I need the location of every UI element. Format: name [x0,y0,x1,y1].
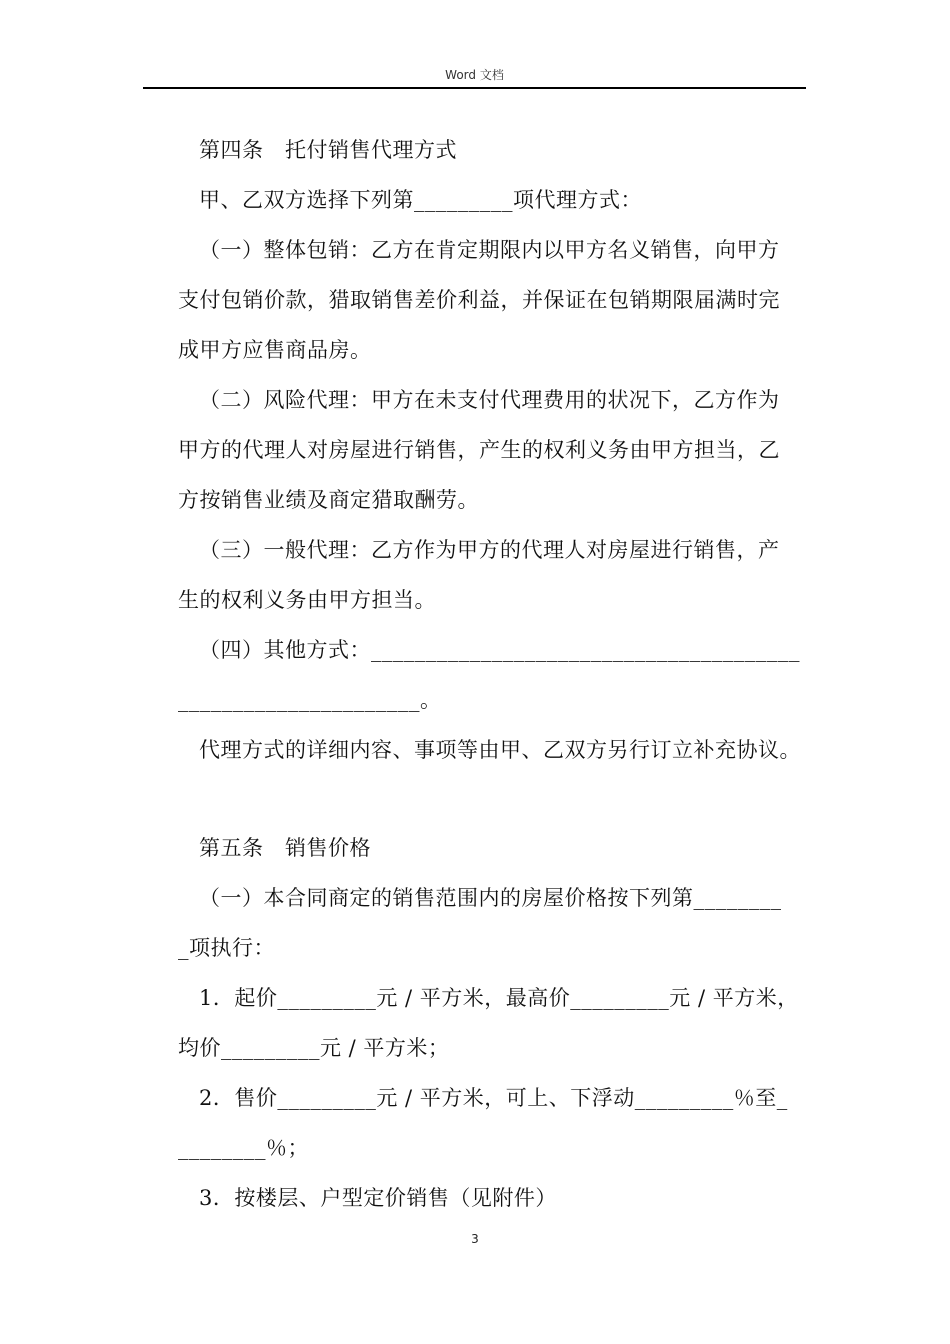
page-header: Word 文档 [445,68,504,82]
article-5-heading: 第五条 销售价格 [199,836,371,860]
paragraph-line: 代理方式的详细内容、事项等由甲、乙双方另行订立补充协议。 [199,738,801,762]
paragraph-line: （一）本合同商定的销售范围内的房屋价格按下列第________ [199,886,782,910]
paragraph-line: （一）整体包销：乙方在肯定期限内以甲方名义销售，向甲方 [199,238,780,262]
page-number: 3 [471,1232,479,1246]
paragraph-line: ______________________。 [178,688,442,712]
paragraph-line: （四）其他方式：_______________________________________ [199,638,800,662]
paragraph-line: 甲方的代理人对房屋进行销售，产生的权利义务由甲方担当，乙 [178,438,780,462]
paragraph-line: 生的权利义务由甲方担当。 [178,588,436,612]
paragraph-line: 甲、乙双方选择下列第_________项代理方式： [199,188,642,212]
paragraph-line: 成甲方应售商品房。 [178,338,372,362]
paragraph-line: （二）风险代理：甲方在未支付代理费用的状况下，乙方作为 [199,388,780,412]
paragraph-line: 2．售价_________元 / 平方米，可上、下浮动_________％至_ [199,1086,788,1110]
article-4-heading: 第四条 托付销售代理方式 [199,138,457,162]
paragraph-line: _项执行： [178,936,275,960]
paragraph-line: （三）一般代理：乙方作为甲方的代理人对房屋进行销售，产 [199,538,780,562]
paragraph-line: 1．起价_________元 / 平方米，最高价_________元 / 平方米， [199,986,799,1010]
header-divider [143,87,806,89]
paragraph-line: 支付包销价款，猎取销售差价利益，并保证在包销期限届满时完 [178,288,780,312]
paragraph-line: ________％； [178,1136,309,1160]
paragraph-line: 方按销售业绩及商定猎取酬劳。 [178,488,479,512]
paragraph-line: 3．按楼层、户型定价销售（见附件） [199,1186,557,1210]
paragraph-line: 均价_________元 / 平方米； [178,1036,450,1060]
